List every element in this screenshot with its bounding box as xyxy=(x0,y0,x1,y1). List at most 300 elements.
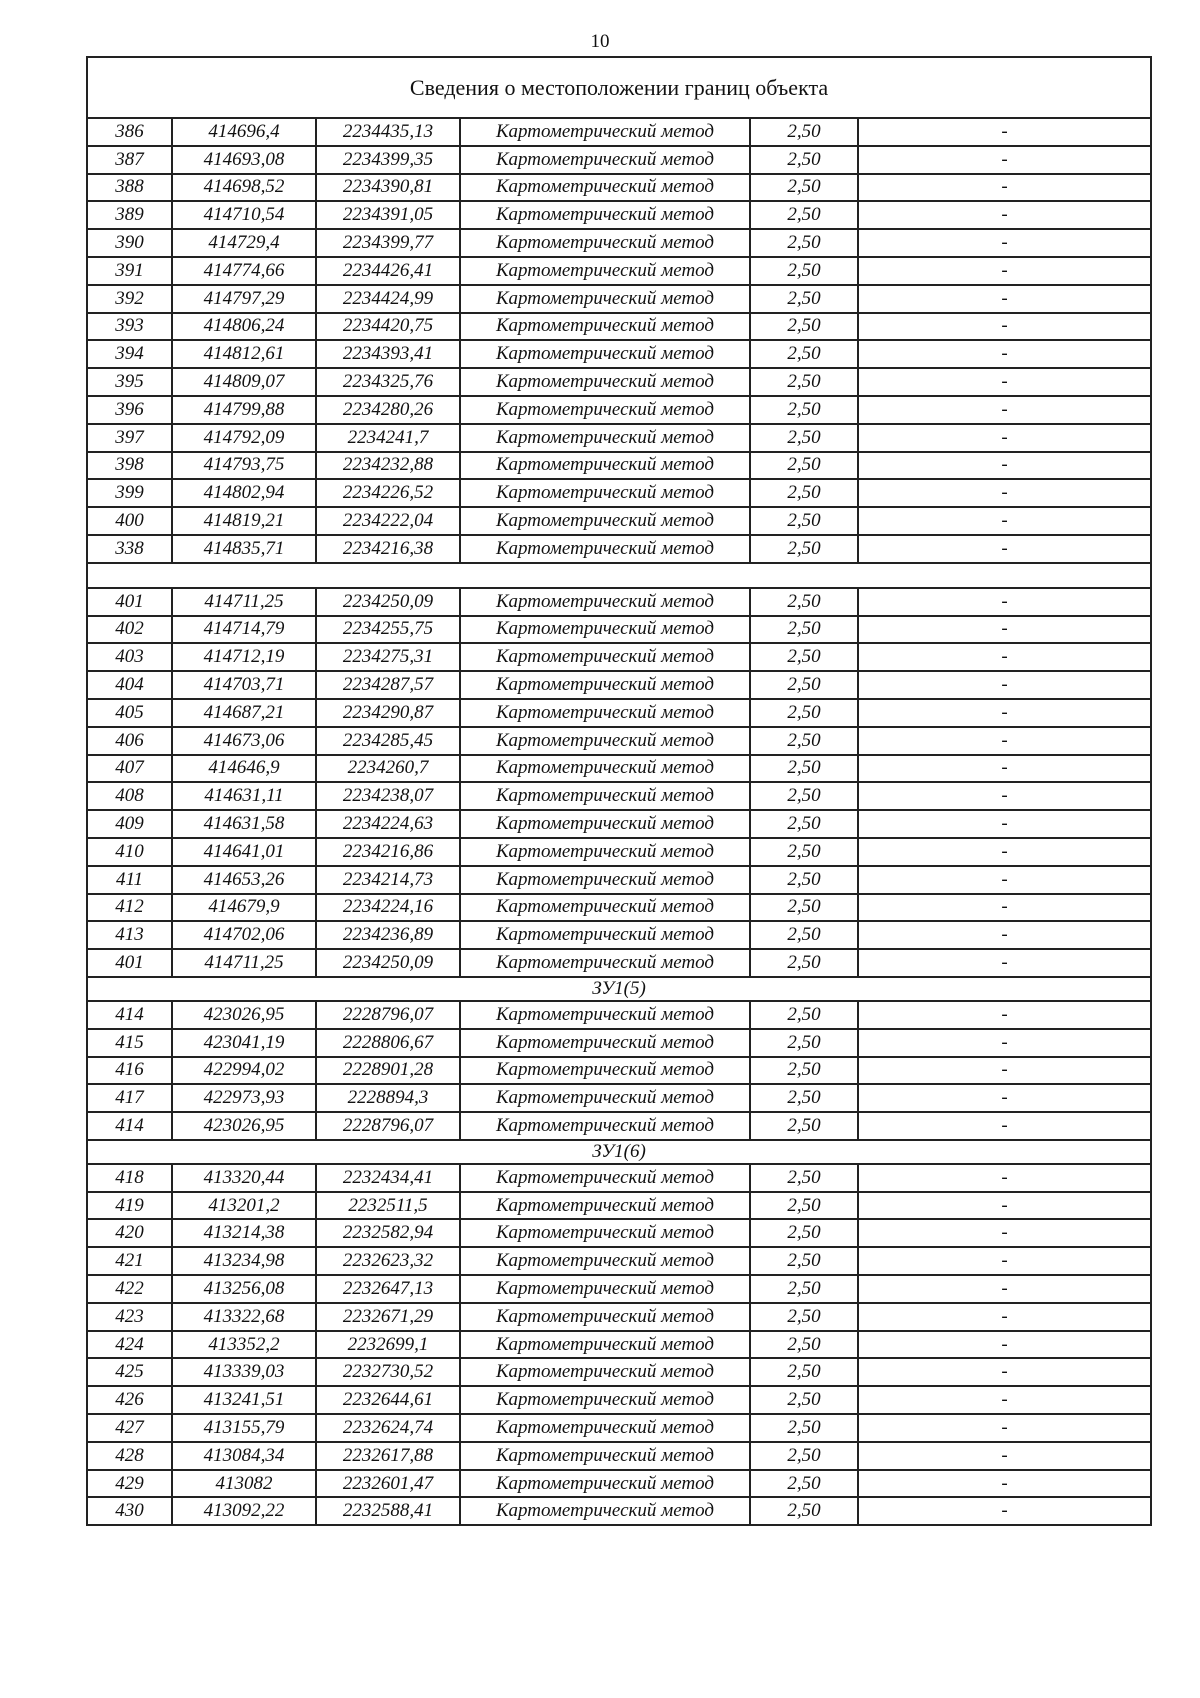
y-coordinate-cell: 2232671,29 xyxy=(316,1303,460,1331)
separator-row xyxy=(87,563,1151,588)
precision-cell: 2,50 xyxy=(750,727,858,755)
table-row xyxy=(87,671,1151,699)
precision-cell: 2,50 xyxy=(750,1164,858,1192)
table-row xyxy=(87,588,1151,616)
point-number-cell: 425 xyxy=(87,1358,172,1386)
method-cell: Картометрический метод xyxy=(460,616,750,644)
description-cell: - xyxy=(858,727,1151,755)
method-cell: Картометрический метод xyxy=(460,368,750,396)
description-cell: - xyxy=(858,616,1151,644)
table-row xyxy=(87,507,1151,535)
table-row xyxy=(87,1414,1151,1442)
point-number-cell: 406 xyxy=(87,727,172,755)
x-coordinate-cell: 422973,93 xyxy=(172,1084,316,1112)
y-coordinate-cell: 2232644,61 xyxy=(316,1386,460,1414)
point-number-cell: 387 xyxy=(87,146,172,174)
table-row xyxy=(87,894,1151,922)
y-coordinate-cell: 2232588,41 xyxy=(316,1497,460,1525)
table-row xyxy=(87,1029,1151,1057)
y-coordinate-cell: 2234260,7 xyxy=(316,755,460,783)
point-number-cell: 408 xyxy=(87,782,172,810)
x-coordinate-cell: 413092,22 xyxy=(172,1497,316,1525)
point-number-cell: 401 xyxy=(87,949,172,977)
method-cell: Картометрический метод xyxy=(460,1497,750,1525)
table-row xyxy=(87,201,1151,229)
table-row xyxy=(87,699,1151,727)
point-number-cell: 410 xyxy=(87,838,172,866)
x-coordinate-cell: 413084,34 xyxy=(172,1442,316,1470)
y-coordinate-cell: 2228806,67 xyxy=(316,1029,460,1057)
table-row xyxy=(87,838,1151,866)
y-coordinate-cell: 2234214,73 xyxy=(316,866,460,894)
x-coordinate-cell: 413322,68 xyxy=(172,1303,316,1331)
table-row xyxy=(87,1084,1151,1112)
precision-cell: 2,50 xyxy=(750,1442,858,1470)
description-cell: - xyxy=(858,1497,1151,1525)
y-coordinate-cell: 2232624,74 xyxy=(316,1414,460,1442)
precision-cell: 2,50 xyxy=(750,1029,858,1057)
x-coordinate-cell: 414710,54 xyxy=(172,201,316,229)
x-coordinate-cell: 413082 xyxy=(172,1470,316,1498)
x-coordinate-cell: 414631,58 xyxy=(172,810,316,838)
x-coordinate-cell: 413155,79 xyxy=(172,1414,316,1442)
point-number-cell: 391 xyxy=(87,257,172,285)
x-coordinate-cell: 414698,52 xyxy=(172,174,316,202)
x-coordinate-cell: 413256,08 xyxy=(172,1275,316,1303)
table-row xyxy=(87,1470,1151,1498)
precision-cell: 2,50 xyxy=(750,838,858,866)
table-row xyxy=(87,921,1151,949)
description-cell: - xyxy=(858,838,1151,866)
method-cell: Картометрический метод xyxy=(460,866,750,894)
description-cell: - xyxy=(858,174,1151,202)
point-number-cell: 400 xyxy=(87,507,172,535)
point-number-cell: 421 xyxy=(87,1247,172,1275)
table-row xyxy=(87,368,1151,396)
x-coordinate-cell: 414792,09 xyxy=(172,424,316,452)
method-cell: Картометрический метод xyxy=(460,479,750,507)
point-number-cell: 422 xyxy=(87,1275,172,1303)
precision-cell: 2,50 xyxy=(750,452,858,480)
precision-cell: 2,50 xyxy=(750,285,858,313)
method-cell: Картометрический метод xyxy=(460,313,750,341)
description-cell: - xyxy=(858,368,1151,396)
precision-cell: 2,50 xyxy=(750,1001,858,1029)
point-number-cell: 424 xyxy=(87,1331,172,1359)
method-cell: Картометрический метод xyxy=(460,1414,750,1442)
point-number-cell: 394 xyxy=(87,340,172,368)
precision-cell: 2,50 xyxy=(750,174,858,202)
y-coordinate-cell: 2228901,28 xyxy=(316,1057,460,1085)
method-cell: Картометрический метод xyxy=(460,201,750,229)
separator-cell xyxy=(87,563,1151,588)
method-cell: Картометрический метод xyxy=(460,699,750,727)
precision-cell: 2,50 xyxy=(750,1112,858,1140)
precision-cell: 2,50 xyxy=(750,479,858,507)
precision-cell: 2,50 xyxy=(750,229,858,257)
precision-cell: 2,50 xyxy=(750,1057,858,1085)
point-number-cell: 386 xyxy=(87,118,172,146)
method-cell: Картометрический метод xyxy=(460,1386,750,1414)
point-number-cell: 338 xyxy=(87,535,172,563)
point-number-cell: 416 xyxy=(87,1057,172,1085)
precision-cell: 2,50 xyxy=(750,782,858,810)
precision-cell: 2,50 xyxy=(750,1084,858,1112)
description-cell: - xyxy=(858,894,1151,922)
point-number-cell: 429 xyxy=(87,1470,172,1498)
y-coordinate-cell: 2234424,99 xyxy=(316,285,460,313)
point-number-cell: 409 xyxy=(87,810,172,838)
method-cell: Картометрический метод xyxy=(460,1331,750,1359)
precision-cell: 2,50 xyxy=(750,1470,858,1498)
method-cell: Картометрический метод xyxy=(460,810,750,838)
precision-cell: 2,50 xyxy=(750,1358,858,1386)
precision-cell: 2,50 xyxy=(750,1497,858,1525)
description-cell: - xyxy=(858,535,1151,563)
description-cell: - xyxy=(858,424,1151,452)
x-coordinate-cell: 413352,2 xyxy=(172,1331,316,1359)
table-row xyxy=(87,396,1151,424)
y-coordinate-cell: 2234285,45 xyxy=(316,727,460,755)
description-cell: - xyxy=(858,1219,1151,1247)
description-cell: - xyxy=(858,949,1151,977)
table-row xyxy=(87,285,1151,313)
table-row xyxy=(87,1497,1151,1525)
description-cell: - xyxy=(858,285,1151,313)
precision-cell: 2,50 xyxy=(750,894,858,922)
precision-cell: 2,50 xyxy=(750,424,858,452)
y-coordinate-cell: 2234399,35 xyxy=(316,146,460,174)
method-cell: Картометрический метод xyxy=(460,1001,750,1029)
precision-cell: 2,50 xyxy=(750,1303,858,1331)
precision-cell: 2,50 xyxy=(750,1247,858,1275)
x-coordinate-cell: 413320,44 xyxy=(172,1164,316,1192)
description-cell: - xyxy=(858,118,1151,146)
method-cell: Картометрический метод xyxy=(460,507,750,535)
x-coordinate-cell: 414806,24 xyxy=(172,313,316,341)
precision-cell: 2,50 xyxy=(750,671,858,699)
section-heading: ЗУ1(5) xyxy=(87,977,1151,1001)
y-coordinate-cell: 2232699,1 xyxy=(316,1331,460,1359)
description-cell: - xyxy=(858,1164,1151,1192)
description-cell: - xyxy=(858,452,1151,480)
point-number-cell: 396 xyxy=(87,396,172,424)
precision-cell: 2,50 xyxy=(750,396,858,424)
x-coordinate-cell: 413214,38 xyxy=(172,1219,316,1247)
point-number-cell: 393 xyxy=(87,313,172,341)
table-title: Сведения о местоположении границ объекта xyxy=(87,57,1151,118)
table-body xyxy=(87,57,1151,1525)
y-coordinate-cell: 2234420,75 xyxy=(316,313,460,341)
table-row xyxy=(87,479,1151,507)
precision-cell: 2,50 xyxy=(750,507,858,535)
table-row xyxy=(87,1442,1151,1470)
x-coordinate-cell: 414679,9 xyxy=(172,894,316,922)
method-cell: Картометрический метод xyxy=(460,424,750,452)
description-cell: - xyxy=(858,1470,1151,1498)
point-number-cell: 423 xyxy=(87,1303,172,1331)
x-coordinate-cell: 414729,4 xyxy=(172,229,316,257)
method-cell: Картометрический метод xyxy=(460,257,750,285)
precision-cell: 2,50 xyxy=(750,201,858,229)
y-coordinate-cell: 2234250,09 xyxy=(316,588,460,616)
y-coordinate-cell: 2232511,5 xyxy=(316,1192,460,1220)
description-cell: - xyxy=(858,479,1151,507)
description-cell: - xyxy=(858,1001,1151,1029)
y-coordinate-cell: 2234236,89 xyxy=(316,921,460,949)
precision-cell: 2,50 xyxy=(750,1331,858,1359)
method-cell: Картометрический метод xyxy=(460,1057,750,1085)
method-cell: Картометрический метод xyxy=(460,396,750,424)
description-cell: - xyxy=(858,507,1151,535)
table-row xyxy=(87,616,1151,644)
x-coordinate-cell: 414774,66 xyxy=(172,257,316,285)
x-coordinate-cell: 414819,21 xyxy=(172,507,316,535)
boundary-coordinates-table xyxy=(86,56,1152,1526)
point-number-cell: 399 xyxy=(87,479,172,507)
point-number-cell: 403 xyxy=(87,643,172,671)
precision-cell: 2,50 xyxy=(750,755,858,783)
table-row xyxy=(87,1303,1151,1331)
x-coordinate-cell: 413339,03 xyxy=(172,1358,316,1386)
table-row xyxy=(87,1275,1151,1303)
x-coordinate-cell: 414641,01 xyxy=(172,838,316,866)
y-coordinate-cell: 2234391,05 xyxy=(316,201,460,229)
point-number-cell: 397 xyxy=(87,424,172,452)
method-cell: Картометрический метод xyxy=(460,1192,750,1220)
y-coordinate-cell: 2234290,87 xyxy=(316,699,460,727)
description-cell: - xyxy=(858,1331,1151,1359)
table-row xyxy=(87,257,1151,285)
description-cell: - xyxy=(858,782,1151,810)
description-cell: - xyxy=(858,755,1151,783)
y-coordinate-cell: 2234390,81 xyxy=(316,174,460,202)
x-coordinate-cell: 414835,71 xyxy=(172,535,316,563)
precision-cell: 2,50 xyxy=(750,1386,858,1414)
y-coordinate-cell: 2232730,52 xyxy=(316,1358,460,1386)
x-coordinate-cell: 414646,9 xyxy=(172,755,316,783)
table-row xyxy=(87,313,1151,341)
point-number-cell: 417 xyxy=(87,1084,172,1112)
point-number-cell: 415 xyxy=(87,1029,172,1057)
method-cell: Картометрический метод xyxy=(460,1358,750,1386)
method-cell: Картометрический метод xyxy=(460,535,750,563)
point-number-cell: 402 xyxy=(87,616,172,644)
table-row xyxy=(87,755,1151,783)
description-cell: - xyxy=(858,699,1151,727)
table-row xyxy=(87,1192,1151,1220)
table-row xyxy=(87,949,1151,977)
y-coordinate-cell: 2234435,13 xyxy=(316,118,460,146)
x-coordinate-cell: 414703,71 xyxy=(172,671,316,699)
y-coordinate-cell: 2232617,88 xyxy=(316,1442,460,1470)
method-cell: Картометрический метод xyxy=(460,1219,750,1247)
y-coordinate-cell: 2234224,16 xyxy=(316,894,460,922)
table-row xyxy=(87,1057,1151,1085)
x-coordinate-cell: 423041,19 xyxy=(172,1029,316,1057)
table-row xyxy=(87,340,1151,368)
table-row xyxy=(87,424,1151,452)
description-cell: - xyxy=(858,1442,1151,1470)
point-number-cell: 414 xyxy=(87,1112,172,1140)
description-cell: - xyxy=(858,1084,1151,1112)
y-coordinate-cell: 2234232,88 xyxy=(316,452,460,480)
x-coordinate-cell: 414793,75 xyxy=(172,452,316,480)
section-heading-row xyxy=(87,977,1151,1001)
precision-cell: 2,50 xyxy=(750,368,858,396)
table-row xyxy=(87,866,1151,894)
x-coordinate-cell: 423026,95 xyxy=(172,1112,316,1140)
y-coordinate-cell: 2234426,41 xyxy=(316,257,460,285)
method-cell: Картометрический метод xyxy=(460,755,750,783)
y-coordinate-cell: 2232434,41 xyxy=(316,1164,460,1192)
x-coordinate-cell: 414653,26 xyxy=(172,866,316,894)
method-cell: Картометрический метод xyxy=(460,1442,750,1470)
point-number-cell: 405 xyxy=(87,699,172,727)
table-row xyxy=(87,810,1151,838)
method-cell: Картометрический метод xyxy=(460,146,750,174)
table-row xyxy=(87,174,1151,202)
precision-cell: 2,50 xyxy=(750,1192,858,1220)
precision-cell: 2,50 xyxy=(750,257,858,285)
table-row xyxy=(87,118,1151,146)
x-coordinate-cell: 414714,79 xyxy=(172,616,316,644)
table-row xyxy=(87,727,1151,755)
table-row xyxy=(87,1001,1151,1029)
x-coordinate-cell: 414673,06 xyxy=(172,727,316,755)
method-cell: Картометрический метод xyxy=(460,921,750,949)
y-coordinate-cell: 2234275,31 xyxy=(316,643,460,671)
point-number-cell: 426 xyxy=(87,1386,172,1414)
description-cell: - xyxy=(858,340,1151,368)
precision-cell: 2,50 xyxy=(750,921,858,949)
x-coordinate-cell: 414711,25 xyxy=(172,949,316,977)
x-coordinate-cell: 414797,29 xyxy=(172,285,316,313)
y-coordinate-cell: 2234222,04 xyxy=(316,507,460,535)
table-row xyxy=(87,146,1151,174)
point-number-cell: 411 xyxy=(87,866,172,894)
description-cell: - xyxy=(858,1358,1151,1386)
y-coordinate-cell: 2234255,75 xyxy=(316,616,460,644)
description-cell: - xyxy=(858,1303,1151,1331)
method-cell: Картометрический метод xyxy=(460,588,750,616)
description-cell: - xyxy=(858,146,1151,174)
description-cell: - xyxy=(858,201,1151,229)
method-cell: Картометрический метод xyxy=(460,229,750,257)
precision-cell: 2,50 xyxy=(750,1414,858,1442)
precision-cell: 2,50 xyxy=(750,810,858,838)
y-coordinate-cell: 2228796,07 xyxy=(316,1001,460,1029)
table-title-row xyxy=(87,57,1151,118)
method-cell: Картометрический метод xyxy=(460,285,750,313)
description-cell: - xyxy=(858,921,1151,949)
point-number-cell: 430 xyxy=(87,1497,172,1525)
precision-cell: 2,50 xyxy=(750,146,858,174)
method-cell: Картометрический метод xyxy=(460,1029,750,1057)
description-cell: - xyxy=(858,588,1151,616)
point-number-cell: 388 xyxy=(87,174,172,202)
table-row xyxy=(87,229,1151,257)
x-coordinate-cell: 414802,94 xyxy=(172,479,316,507)
y-coordinate-cell: 2234280,26 xyxy=(316,396,460,424)
point-number-cell: 413 xyxy=(87,921,172,949)
method-cell: Картометрический метод xyxy=(460,643,750,671)
table-row xyxy=(87,1386,1151,1414)
description-cell: - xyxy=(858,1275,1151,1303)
description-cell: - xyxy=(858,1247,1151,1275)
description-cell: - xyxy=(858,866,1151,894)
description-cell: - xyxy=(858,1192,1151,1220)
method-cell: Картометрический метод xyxy=(460,1303,750,1331)
precision-cell: 2,50 xyxy=(750,949,858,977)
x-coordinate-cell: 414687,21 xyxy=(172,699,316,727)
point-number-cell: 390 xyxy=(87,229,172,257)
y-coordinate-cell: 2232647,13 xyxy=(316,1275,460,1303)
y-coordinate-cell: 2234216,86 xyxy=(316,838,460,866)
table-row xyxy=(87,1112,1151,1140)
method-cell: Картометрический метод xyxy=(460,118,750,146)
description-cell: - xyxy=(858,810,1151,838)
point-number-cell: 414 xyxy=(87,1001,172,1029)
x-coordinate-cell: 414702,06 xyxy=(172,921,316,949)
y-coordinate-cell: 2234241,7 xyxy=(316,424,460,452)
section-heading-row xyxy=(87,1140,1151,1164)
point-number-cell: 398 xyxy=(87,452,172,480)
point-number-cell: 395 xyxy=(87,368,172,396)
point-number-cell: 392 xyxy=(87,285,172,313)
table-row xyxy=(87,1331,1151,1359)
method-cell: Картометрический метод xyxy=(460,671,750,699)
method-cell: Картометрический метод xyxy=(460,1275,750,1303)
method-cell: Картометрический метод xyxy=(460,782,750,810)
point-number-cell: 420 xyxy=(87,1219,172,1247)
y-coordinate-cell: 2234216,38 xyxy=(316,535,460,563)
table-row xyxy=(87,782,1151,810)
section-heading: ЗУ1(6) xyxy=(87,1140,1151,1164)
y-coordinate-cell: 2232582,94 xyxy=(316,1219,460,1247)
y-coordinate-cell: 2234287,57 xyxy=(316,671,460,699)
description-cell: - xyxy=(858,257,1151,285)
table-row xyxy=(87,1247,1151,1275)
method-cell: Картометрический метод xyxy=(460,1112,750,1140)
method-cell: Картометрический метод xyxy=(460,452,750,480)
description-cell: - xyxy=(858,229,1151,257)
x-coordinate-cell: 413241,51 xyxy=(172,1386,316,1414)
precision-cell: 2,50 xyxy=(750,616,858,644)
point-number-cell: 401 xyxy=(87,588,172,616)
x-coordinate-cell: 414711,25 xyxy=(172,588,316,616)
description-cell: - xyxy=(858,1057,1151,1085)
method-cell: Картометрический метод xyxy=(460,949,750,977)
table-row xyxy=(87,1358,1151,1386)
method-cell: Картометрический метод xyxy=(460,1164,750,1192)
y-coordinate-cell: 2234250,09 xyxy=(316,949,460,977)
x-coordinate-cell: 413201,2 xyxy=(172,1192,316,1220)
x-coordinate-cell: 414693,08 xyxy=(172,146,316,174)
precision-cell: 2,50 xyxy=(750,643,858,671)
y-coordinate-cell: 2234399,77 xyxy=(316,229,460,257)
description-cell: - xyxy=(858,671,1151,699)
table-row xyxy=(87,535,1151,563)
y-coordinate-cell: 2234393,41 xyxy=(316,340,460,368)
y-coordinate-cell: 2232623,32 xyxy=(316,1247,460,1275)
x-coordinate-cell: 413234,98 xyxy=(172,1247,316,1275)
x-coordinate-cell: 422994,02 xyxy=(172,1057,316,1085)
table-row xyxy=(87,452,1151,480)
page-number: 10 xyxy=(590,31,610,52)
point-number-cell: 419 xyxy=(87,1192,172,1220)
y-coordinate-cell: 2234224,63 xyxy=(316,810,460,838)
